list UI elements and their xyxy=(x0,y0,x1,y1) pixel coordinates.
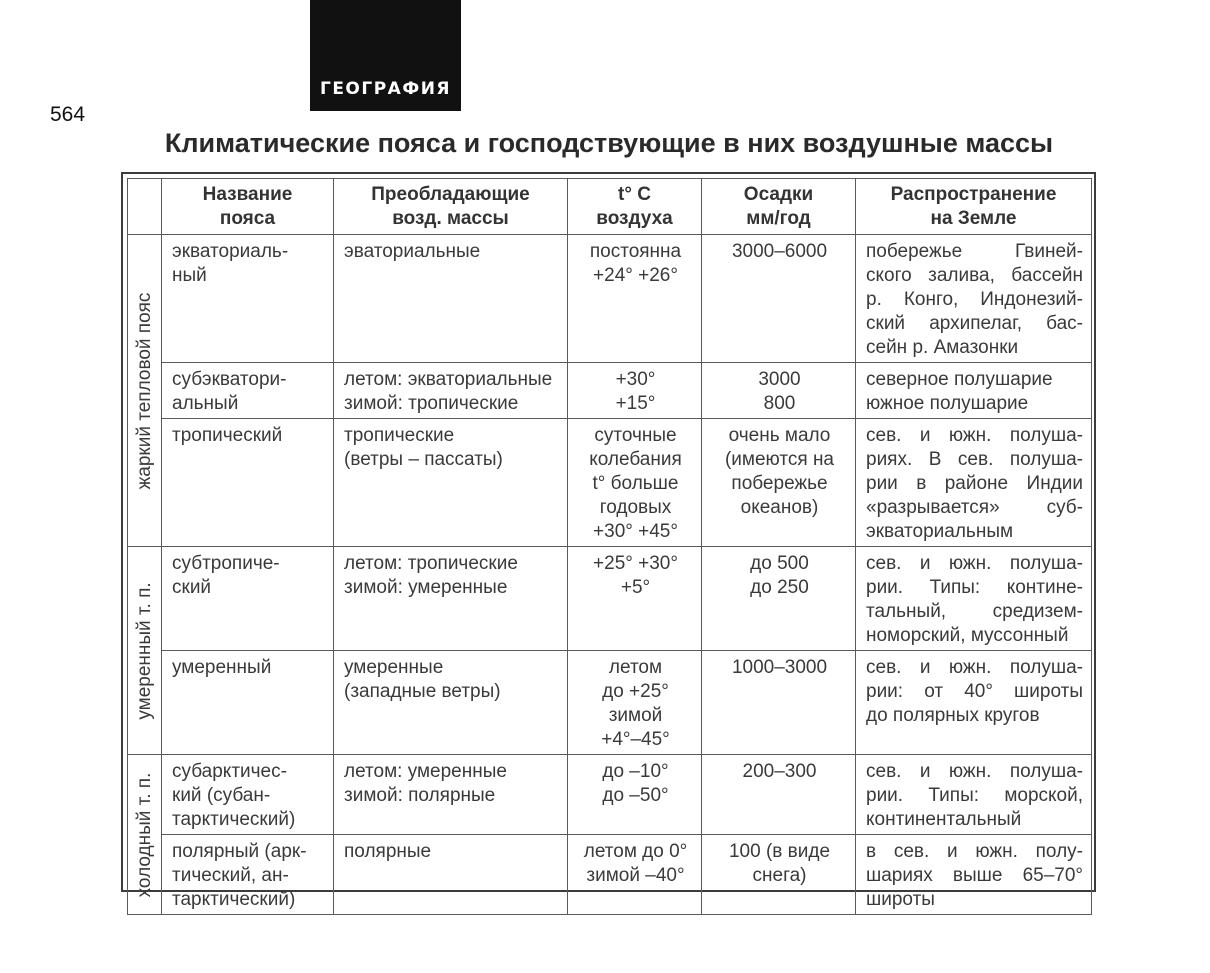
air-masses-cell xyxy=(334,547,568,651)
zone-header-cell xyxy=(128,179,162,235)
cell-line: субтропиче- xyxy=(172,553,280,574)
cell-line: сейн р. Амазонки xyxy=(866,337,1019,358)
cell-line: t° больше xyxy=(592,473,679,494)
cell-line: +30° xyxy=(615,369,656,390)
cell-line: до –10° xyxy=(602,761,669,782)
cell-line: суточные xyxy=(594,425,677,446)
table-row xyxy=(128,547,1092,651)
cell-line: «разрывается» суб- xyxy=(866,497,1083,518)
table-row xyxy=(128,835,1092,915)
air-masses-cell xyxy=(334,235,568,363)
cell-line: субарктичес- xyxy=(172,761,287,782)
precipitation-cell xyxy=(702,235,856,363)
cell-line: зимой: тропические xyxy=(344,393,519,414)
cell-line: р. Конго, Индонезий- xyxy=(866,289,1083,310)
cell-line: зимой: умеренные xyxy=(344,577,508,598)
cell-line: рии: от 40° широты xyxy=(866,681,1083,702)
distribution-cell xyxy=(856,363,1092,419)
zone-label-cell xyxy=(128,755,162,915)
cell-line: летом: экваториальные xyxy=(344,369,553,390)
cell-line: экваториаль- xyxy=(172,241,289,262)
temperature-cell xyxy=(568,547,702,651)
cell-line: 3000 xyxy=(758,369,801,390)
col-header-temp: t° C воздуха xyxy=(568,179,702,235)
cell-line: 800 xyxy=(763,393,796,414)
table-row xyxy=(128,363,1092,419)
climate-table xyxy=(127,178,1092,915)
air-masses-cell xyxy=(334,419,568,547)
belt-name-cell xyxy=(162,235,334,363)
cell-line: ский архипелаг, бас- xyxy=(866,313,1083,334)
cell-line: субэкватори- xyxy=(172,369,287,390)
air-masses-cell xyxy=(334,651,568,755)
table-row xyxy=(128,419,1092,547)
cell-line: континентальный xyxy=(866,809,1022,830)
distribution-cell xyxy=(856,835,1092,915)
section-tab-label: ГЕОГРАФИЯ xyxy=(319,79,452,99)
cell-line: (имеются на xyxy=(724,449,835,470)
table-row xyxy=(128,755,1092,835)
cell-line: 100 (в виде xyxy=(728,841,831,862)
belt-name-cell xyxy=(162,755,334,835)
col-header-precip: Осадки мм/год xyxy=(702,179,856,235)
cell-line: риях. В сев. полуша- xyxy=(866,449,1083,470)
cell-line: +30° +45° xyxy=(593,521,678,542)
cell-line: альный xyxy=(172,393,239,414)
col-header-spread: Распространение на Земле xyxy=(856,179,1092,235)
cell-line: 3000–6000 xyxy=(731,241,828,262)
cell-line: +15° xyxy=(615,393,656,414)
temperature-cell xyxy=(568,651,702,755)
cell-line: 1000–3000 xyxy=(731,657,828,678)
cell-line: в сев. и южн. полу- xyxy=(866,841,1083,862)
cell-line: до +25° xyxy=(602,681,669,702)
cell-line: рии. Типы: морской, xyxy=(866,785,1083,806)
cell-line: тарктический) xyxy=(172,889,296,910)
cell-line: ный xyxy=(172,265,207,286)
cell-line: рии. Типы: контине- xyxy=(866,577,1083,598)
belt-name-cell xyxy=(162,835,334,915)
cell-line: кий (субан- xyxy=(172,785,271,806)
cell-line: сев. и южн. полуша- xyxy=(866,657,1083,678)
cell-line: океанов) xyxy=(740,497,819,518)
cell-line: до 500 xyxy=(750,553,809,574)
zone-label-cell xyxy=(128,235,162,547)
cell-line: тальный, средизем- xyxy=(866,601,1083,622)
cell-line: тропический xyxy=(172,425,283,446)
precipitation-cell xyxy=(702,547,856,651)
cell-line: (ветры – пассаты) xyxy=(344,449,503,470)
cell-line: полярные xyxy=(344,841,432,862)
cell-line: номорский, муссонный xyxy=(866,625,1069,646)
cell-line: умеренные xyxy=(344,657,444,678)
header-row xyxy=(128,179,1092,235)
zone-label: умеренный т. п. xyxy=(133,581,155,720)
cell-line: северное полушарие xyxy=(866,369,1053,390)
zone-label: жаркий тепловой пояс xyxy=(133,292,155,489)
cell-line: очень мало xyxy=(728,425,831,446)
cell-line: +4°–45° xyxy=(601,729,670,750)
cell-line: +24° +26° xyxy=(593,265,678,286)
cell-line: летом до 0° xyxy=(583,841,688,862)
climate-table-frame xyxy=(121,172,1096,910)
cell-line: зимой xyxy=(608,705,663,726)
cell-line: годовых xyxy=(599,497,672,518)
cell-line: южное полушарие xyxy=(866,393,1029,414)
cell-line: ского залива, бассейн xyxy=(866,265,1083,286)
cell-line: снега) xyxy=(752,865,807,886)
cell-line: широты xyxy=(866,889,935,910)
cell-line: до полярных кругов xyxy=(866,705,1040,726)
distribution-cell xyxy=(856,235,1092,363)
distribution-cell xyxy=(856,651,1092,755)
cell-line: шариях выше 65–70° xyxy=(866,865,1083,886)
precipitation-cell xyxy=(702,419,856,547)
cell-line: рии в районе Индии xyxy=(866,473,1083,494)
cell-line: ский xyxy=(172,577,212,598)
climate-table-body xyxy=(128,235,1092,915)
table-row xyxy=(128,651,1092,755)
cell-line: побережье xyxy=(731,473,828,494)
precipitation-cell xyxy=(702,755,856,835)
cell-line: зимой: полярные xyxy=(344,785,496,806)
distribution-cell xyxy=(856,755,1092,835)
cell-line: +25° +30° xyxy=(593,553,678,574)
cell-line: 200–300 xyxy=(742,761,817,782)
col-header-name: Название пояса xyxy=(162,179,334,235)
temperature-cell xyxy=(568,755,702,835)
zone-label-cell xyxy=(128,547,162,755)
cell-line: тический, ан- xyxy=(172,865,289,886)
cell-line: колебания xyxy=(589,449,682,470)
cell-line: летом: умеренные xyxy=(344,761,507,782)
page-number: 564 xyxy=(50,103,86,126)
temperature-cell xyxy=(568,835,702,915)
air-masses-cell xyxy=(334,835,568,915)
distribution-cell xyxy=(856,419,1092,547)
belt-name-cell xyxy=(162,547,334,651)
section-tab xyxy=(310,0,461,111)
precipitation-cell xyxy=(702,363,856,419)
cell-line: сев. и южн. полуша- xyxy=(866,425,1083,446)
cell-line: летом xyxy=(608,657,663,678)
cell-line: сев. и южн. полуша- xyxy=(866,761,1083,782)
cell-line: умеренный xyxy=(172,657,272,678)
air-masses-cell xyxy=(334,755,568,835)
page-title: Климатические пояса и господствующие в них воздушные массы xyxy=(164,128,1054,158)
cell-line: тарктический) xyxy=(172,809,296,830)
cell-line: тропические xyxy=(344,425,455,446)
belt-name-cell xyxy=(162,651,334,755)
cell-line: зимой –40° xyxy=(586,865,685,886)
precipitation-cell xyxy=(702,651,856,755)
cell-line: +5° xyxy=(620,577,651,598)
distribution-cell xyxy=(856,547,1092,651)
cell-line: сев. и южн. полуша- xyxy=(866,553,1083,574)
temperature-cell xyxy=(568,419,702,547)
belt-name-cell xyxy=(162,419,334,547)
col-header-masses: Преобладающие возд. массы xyxy=(334,179,568,235)
cell-line: полярный (арк- xyxy=(172,841,307,862)
cell-line: побережье Гвиней- xyxy=(866,241,1083,262)
temperature-cell xyxy=(568,235,702,363)
precipitation-cell xyxy=(702,835,856,915)
belt-name-cell xyxy=(162,363,334,419)
cell-line: летом: тропические xyxy=(344,553,518,574)
air-masses-cell xyxy=(334,363,568,419)
temperature-cell xyxy=(568,363,702,419)
cell-line: эваториальные xyxy=(344,241,481,262)
cell-line: постоянна xyxy=(589,241,682,262)
zone-label: холодный т. п. xyxy=(133,772,155,897)
cell-line: до –50° xyxy=(602,785,669,806)
cell-line: до 250 xyxy=(750,577,809,598)
cell-line: экваториальным xyxy=(866,521,1014,542)
cell-line: (западные ветры) xyxy=(344,681,501,702)
table-row xyxy=(128,235,1092,363)
